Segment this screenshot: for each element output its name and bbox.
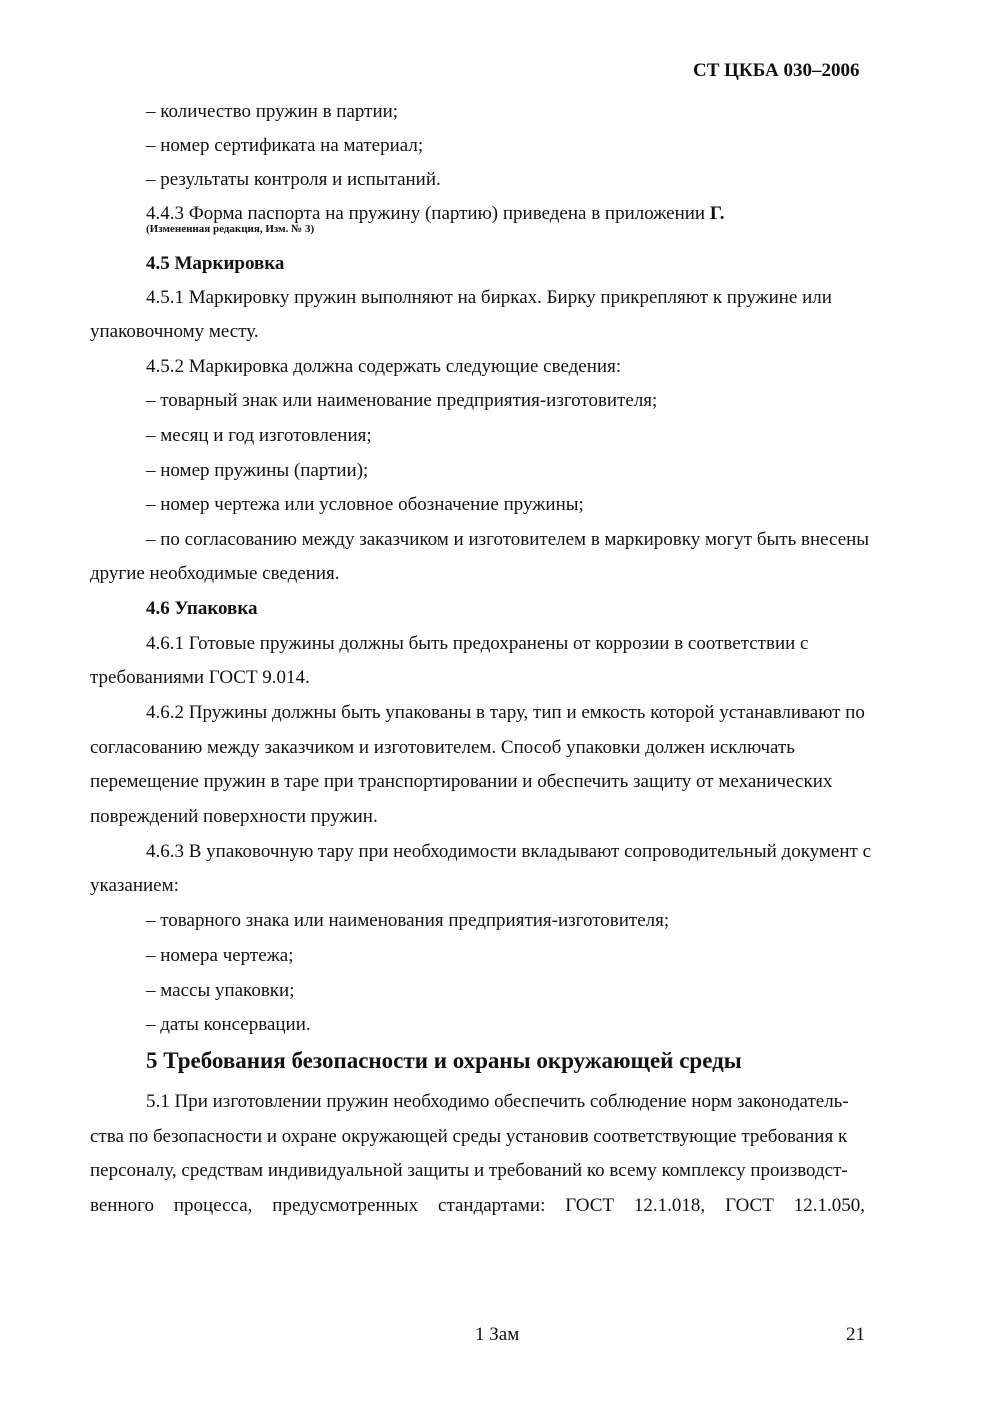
paragraph-line: 4.6.2 Пружины должны быть упакованы в тару, тип и емкость которой устанавливают по [146, 702, 865, 723]
list-item: – товарный знак или наименование предприятия-изготовителя; [146, 390, 658, 411]
list-item: – номер пружины (партии); [146, 460, 369, 481]
paragraph-line: ства по безопасности и охране окружающей среды установив соответствующие требования к [90, 1126, 848, 1147]
paragraph-line: 4.6.1 Готовые пружины должны быть предохранены от коррозии в соответствии с [146, 633, 809, 654]
paragraph-line: персоналу, средствам индивидуальной защиты и требований ко всему комплексу производст- [90, 1160, 848, 1181]
list-item: – номер чертежа или условное обозначение пружины; [146, 494, 584, 515]
section-heading-5: 5 Требования безопасности и охраны окружающей среды [146, 1048, 742, 1073]
paragraph-line: повреждений поверхности пружин. [90, 806, 378, 827]
paragraph-line: согласованию между заказчиком и изготовителем. Способ упаковки должен исключать [90, 737, 795, 758]
list-item: – количество пружин в партии; [146, 101, 399, 122]
amendment-note: (Измененная редакция, Изм. № 3) [146, 223, 315, 235]
paragraph-line: требованиями ГОСТ 9.014. [90, 667, 310, 688]
page-number: 21 [846, 1324, 865, 1345]
list-item: – месяц и год изготовления; [146, 425, 372, 446]
list-item: – товарного знака или наименования предприятия-изготовителя; [146, 910, 670, 931]
paragraph-line: венного процесса, предусмотренных стандартами: ГОСТ 12.1.018, ГОСТ 12.1.050, [90, 1195, 865, 1216]
list-item: – по согласованию между заказчиком и изготовителем в маркировку могут быть внесены [146, 529, 870, 550]
document-code: СТ ЦКБА 030–2006 [693, 60, 860, 81]
paragraph-line: перемещение пружин в таре при транспортировании и обеспечить защиту от механических [90, 771, 833, 792]
list-item: – номера чертежа; [146, 945, 294, 966]
paragraph-line: 4.5.1 Маркировку пружин выполняют на бирках. Бирку прикрепляют к пружине или [146, 287, 832, 308]
section-heading-4-5: 4.5 Маркировка [146, 253, 285, 274]
paragraph-line: другие необходимые сведения. [90, 563, 340, 584]
list-item: – даты консервации. [146, 1014, 311, 1035]
paragraph-line: 5.1 При изготовлении пружин необходимо обеспечить соблюдение норм законодатель- [146, 1091, 849, 1112]
section-heading-4-6: 4.6 Упаковка [146, 598, 258, 619]
list-item: – массы упаковки; [146, 980, 295, 1001]
list-item: – номер сертификата на материал; [146, 135, 424, 156]
list-item: – результаты контроля и испытаний. [146, 169, 441, 190]
change-mark: 1 Зам [475, 1324, 520, 1345]
paragraph-line: указанием: [90, 875, 179, 896]
paragraph-line: 4.6.3 В упаковочную тару при необходимости вкладывают сопроводительный документ с [146, 841, 872, 862]
paragraph-line: 4.5.2 Маркировка должна содержать следующие сведения: [146, 356, 622, 377]
paragraph-text: 4.4.3 Форма паспорта на пружину (партию) приведена в приложении [146, 203, 710, 224]
appendix-letter: Г. [709, 203, 725, 224]
paragraph-line: упаковочному месту. [90, 321, 259, 342]
